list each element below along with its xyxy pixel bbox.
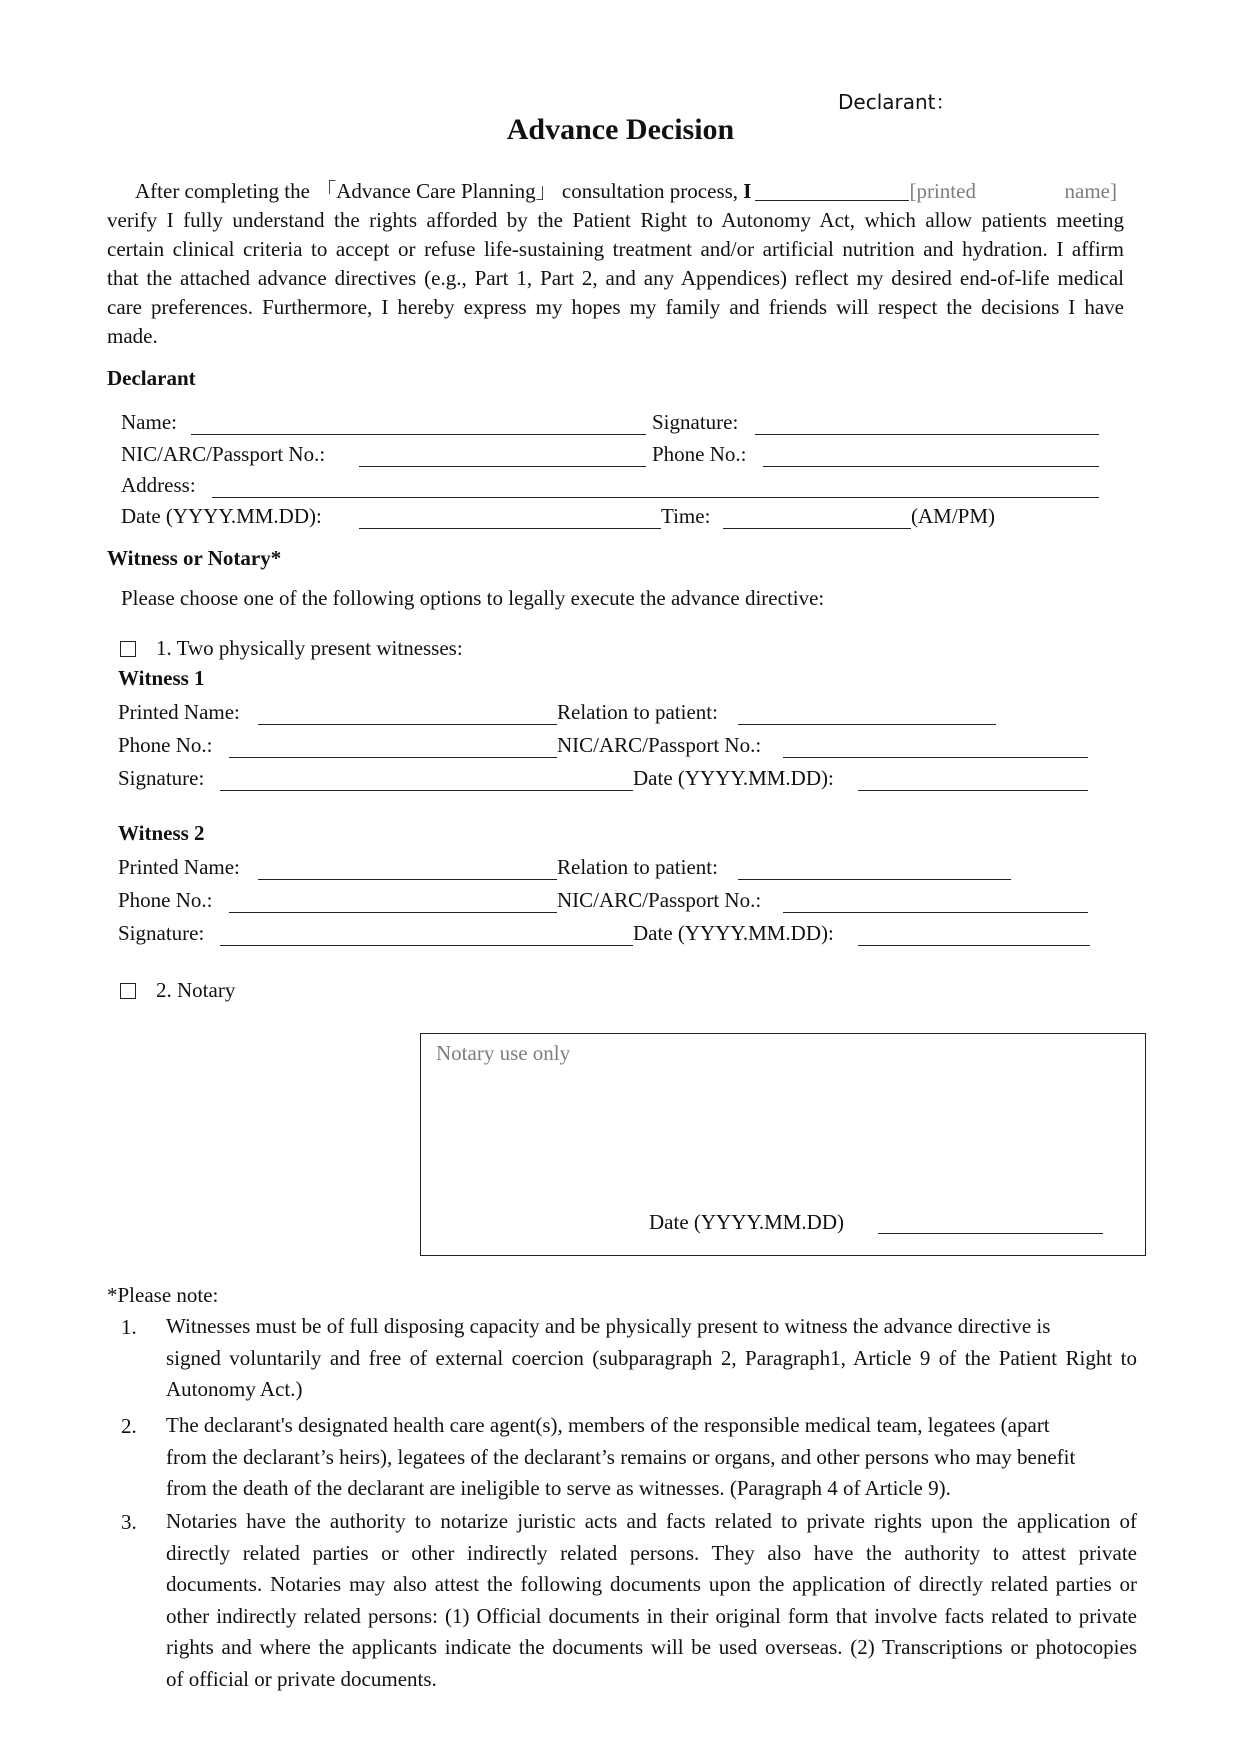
declarant-name-label: Name: — [121, 410, 177, 434]
intro-placeholder-printed: [printed — [909, 179, 976, 203]
declarant-time-label: Time: — [661, 504, 711, 528]
witness2-date-field[interactable] — [858, 945, 1090, 946]
note-number: 1. — [121, 1315, 137, 1339]
note-line: rights and where the applicants indicate the documents will be used overseas. (2) Transcriptions or photocopies — [166, 1635, 1137, 1659]
note-number: 2. — [121, 1414, 137, 1438]
witness2-date-label: Date (YYYY.MM.DD): — [633, 921, 834, 945]
intro-text-c: consultation process, — [556, 179, 744, 203]
intro-text-i: I — [743, 179, 752, 203]
witness1-name-label: Printed Name: — [118, 700, 240, 724]
intro-text-a: After completing the — [135, 179, 316, 203]
note-item — [166, 1311, 1137, 1406]
note-line: Witnesses must be of full disposing capacity and be physically present to witness the advance directive is — [166, 1314, 1051, 1338]
note-item — [166, 1506, 1137, 1695]
witness1-signature-label: Signature: — [118, 766, 205, 790]
witness2-relation-label: Relation to patient: — [557, 855, 718, 879]
declarant-signature-field[interactable] — [755, 434, 1099, 435]
declarant-phone-label: Phone No.: — [652, 442, 747, 466]
declarant-id-label: NIC/ARC/Passport No.: — [121, 442, 326, 466]
witness-heading: Witness or Notary* — [107, 546, 282, 570]
note-line: The declarant's designated health care agent(s), members of the responsible medical team, legatees (apart — [166, 1413, 1050, 1437]
witness2-heading: Witness 2 — [118, 821, 205, 845]
intro-paragraph — [107, 177, 1124, 351]
witness1-name-field[interactable] — [258, 724, 557, 725]
note-line: documents. Notaries may also attest the following documents upon the application of directly related parties or — [166, 1572, 1137, 1596]
option1-checkbox[interactable] — [120, 641, 136, 657]
declarant-date-label: Date (YYYY.MM.DD): — [121, 504, 322, 528]
intro-line: verify I fully understand the rights afforded by the Patient Right to Autonomy Act, which allow patients meeting — [107, 208, 1124, 232]
intro-printed-name-blank[interactable] — [755, 181, 909, 201]
declarant-time-field[interactable] — [723, 528, 911, 529]
witness2-signature-field[interactable] — [220, 945, 633, 946]
declarant-ampm-label: (AM/PM) — [911, 504, 996, 528]
witness2-id-label: NIC/ARC/Passport No.: — [557, 888, 762, 912]
witness2-id-field[interactable] — [783, 912, 1088, 913]
declarant-address-field[interactable] — [212, 497, 1099, 498]
declarant-id-field[interactable] — [359, 466, 646, 467]
declarant-header-label: Declarant： — [838, 90, 956, 114]
note-line: Autonomy Act.) — [166, 1377, 303, 1401]
witness1-id-field[interactable] — [783, 757, 1088, 758]
notes-heading: *Please note: — [107, 1283, 219, 1307]
notary-date-label: Date (YYYY.MM.DD) — [649, 1210, 845, 1234]
intro-line: care preferences. Furthermore, I hereby express my hopes my family and friends will respect the decisions I have — [107, 295, 1124, 319]
note-line: from the death of the declarant are ineligible to serve as witnesses. (Paragraph 4 of Article 9). — [166, 1476, 951, 1500]
notary-box[interactable] — [420, 1033, 1146, 1256]
witness1-phone-field[interactable] — [229, 757, 557, 758]
declarant-phone-field[interactable] — [763, 466, 1099, 467]
intro-line: made. — [107, 324, 158, 348]
note-item — [166, 1410, 1137, 1505]
intro-text-acp: 「Advance Care Planning」 — [315, 179, 557, 203]
intro-first-line — [107, 177, 1124, 206]
witness-instruction: Please choose one of the following options to legally execute the advance directive: — [121, 586, 825, 610]
witness2-phone-label: Phone No.: — [118, 888, 213, 912]
witness1-relation-label: Relation to patient: — [557, 700, 718, 724]
note-line: from the declarant’s heirs), legatees of the declarant’s remains or organs, and other persons who may benefit — [166, 1444, 1076, 1469]
option1-label: 1. Two physically present witnesses: — [156, 636, 463, 660]
intro-placeholder-name: name] — [1064, 179, 1117, 203]
witness1-signature-field[interactable] — [220, 790, 633, 791]
notary-placeholder: Notary use only — [436, 1041, 571, 1065]
note-line: of official or private documents. — [166, 1666, 437, 1691]
declarant-signature-label: Signature: — [652, 410, 739, 434]
option2-checkbox[interactable] — [120, 983, 136, 999]
notary-date-field[interactable] — [878, 1233, 1103, 1234]
option2-label: 2. Notary — [156, 978, 236, 1002]
note-line: signed voluntarily and free of external coercion (subparagraph 2, Paragraph1, Article 9 of the Patient Right to — [166, 1345, 1137, 1370]
witness1-heading: Witness 1 — [118, 666, 205, 690]
witness2-relation-field[interactable] — [738, 879, 1011, 880]
witness1-id-label: NIC/ARC/Passport No.: — [557, 733, 762, 757]
intro-line: that the attached advance directives (e.g., Part 1, Part 2, and any Appendices) reflect my desired end-of-life medical — [107, 266, 1124, 290]
note-line: directly related parties or other indirectly related persons. They also have the authority to attest private — [166, 1540, 1137, 1565]
witness1-relation-field[interactable] — [738, 724, 996, 725]
note-line: other indirectly related persons: (1) Official documents in their original form that involve facts related to private — [166, 1603, 1137, 1628]
witness1-date-label: Date (YYYY.MM.DD): — [633, 766, 834, 790]
witness1-phone-label: Phone No.: — [118, 733, 213, 757]
declarant-date-field[interactable] — [359, 528, 661, 529]
declarant-address-label: Address: — [121, 473, 196, 497]
page-title: Advance Decision — [506, 113, 735, 146]
declarant-name-field[interactable] — [191, 434, 646, 435]
witness2-signature-label: Signature: — [118, 921, 205, 945]
witness1-date-field[interactable] — [858, 790, 1088, 791]
witness2-name-label: Printed Name: — [118, 855, 240, 879]
declarant-heading: Declarant — [107, 366, 196, 390]
intro-line: certain clinical criteria to accept or refuse life-sustaining treatment and/or artificial nutrition and hydration. I affirm — [107, 237, 1124, 261]
note-number: 3. — [121, 1510, 137, 1534]
witness2-phone-field[interactable] — [229, 912, 557, 913]
witness2-name-field[interactable] — [258, 879, 557, 880]
note-line: Notaries have the authority to notarize juristic acts and facts related to private rights upon the application of — [166, 1509, 1137, 1533]
